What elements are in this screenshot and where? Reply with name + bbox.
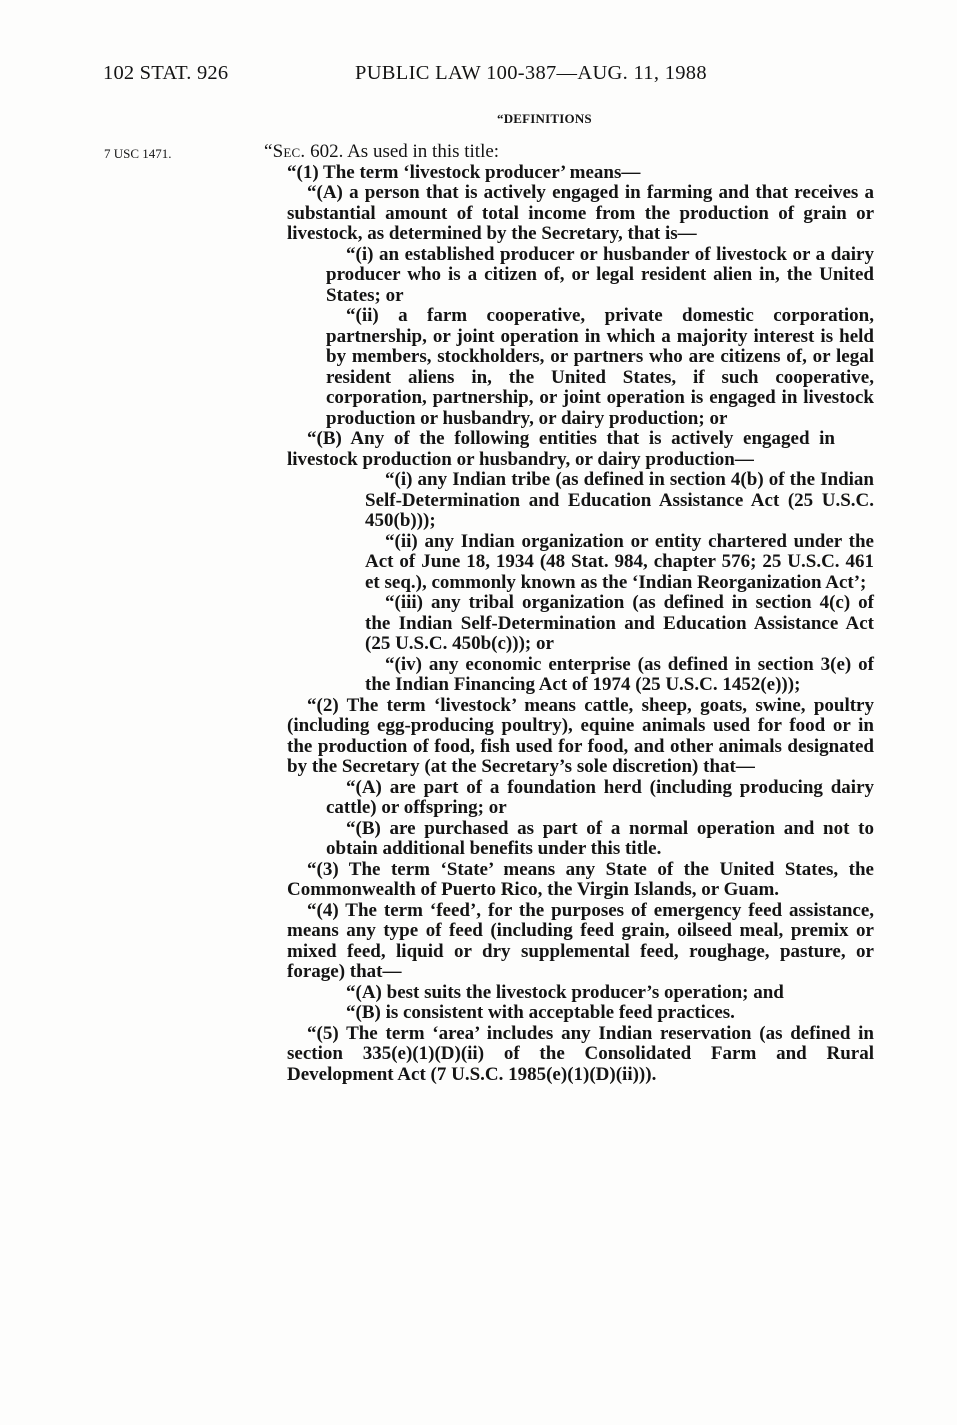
section-heading: “DEFINITIONS [497,111,592,126]
paragraph-5: “(5) The term ‘area’ includes any Indian reservation (as defined in section 335(e)(1)(D)(ii) of the Consolidated Farm and Rural Development Act (7 U.S.C. 1985(e)(1)(D)(ii))). [287,1022,874,1085]
clause-1-b-ii: “(ii) any Indian organization or entity chartered under the Act of June 18, 1934 (48 Stat. 984, chapter 576; 25 U.S.C. 461 et seq.), commonly known as the ‘Indian Reorganization Act’; [365,530,874,593]
margin-citation: 7 USC 1471. [104,146,172,161]
section-lead [0,142,576,163]
section-number-text: 602. As used in this title: [310,141,500,162]
subparagraph-4-a: “(A) best suits the livestock producer’s operation; and [346,981,784,1003]
subparagraph-1-a: “(A) a person that is actively engaged in farming and that receives a substantial amount of total income from the production of grain or livestock, as determined by the Secretary, that is— [287,182,874,244]
subparagraph-2-b: “(B) are purchased as part of a normal operation and not to obtain additional benefits under this title. [326,817,874,859]
clause-1-b-i: “(i) any Indian tribe (as defined in section 4(b) of the Indian Self-Determination and Education Assistance Act (25 U.S.C. 450(b))); [365,469,874,531]
paragraph-4: “(4) The term ‘feed’, for the purposes of emergency feed assistance, means any type of feed (including feed grain, oilseed meal, premix or mixed feed, liquid or dry supplemental feed, roughage, pasture, or forage) that— [287,899,874,982]
page-header [0,62,957,92]
section-label: “Sec. [264,141,306,162]
subparagraph-4-b: “(B) is consistent with acceptable feed practices. [346,1002,735,1023]
subparagraph-1-b: “(B) Any of the following entities that is actively engaged in livestock production or husbandry, or dairy production— [287,428,835,470]
clause-1-a-i: “(i) an established producer or husbander of livestock or a dairy producer who is a citizen of, or legal resident alien in, the United States; or [326,243,874,306]
statute-body [0,142,957,1085]
clause-1-b-iii: “(iii) any tribal organization (as defined in section 4(c) of the Indian Self-Determination and Education Assistance Act (25 U.S.C. 450b(c))); or [365,592,874,654]
paragraph-3: “(3) The term ‘State’ means any State of the United States, the Commonwealth of Puerto Rico, the Virgin Islands, or Guam. [287,858,874,900]
page-identifier: 102 STAT. 926 [103,62,229,84]
clause-1-a-ii: “(ii) a farm cooperative, private domestic corporation, partnership, or joint operation in which a majority interest is held by members, stockholders, or partners who are citizens of, or legal resident aliens in, the United States, if such cooperative, corporation, partnership, or joint operation is engaged in livestock production or husbandry, or dairy production; or [326,305,874,429]
running-title: PUBLIC LAW 100-387—AUG. 11, 1988 [355,62,707,84]
clause-1-b-iv: “(iv) any economic enterprise (as defined in section 3(e) of the Indian Financing Act of 1974 (25 U.S.C. 1452(e))); [365,653,874,695]
paragraph-2: “(2) The term ‘livestock’ means cattle, sheep, goats, swine, poultry (including egg-producing poultry), equine animals used for food or in the production of food, fish used for food, and other animals designated by the Secretary (at the Secretary’s sole discretion) that— [287,694,874,777]
subparagraph-2-a: “(A) are part of a foundation herd (including producing dairy cattle) or offspring; or [326,776,874,818]
paragraph-1: “(1) The term ‘livestock producer’ means— [287,161,641,183]
